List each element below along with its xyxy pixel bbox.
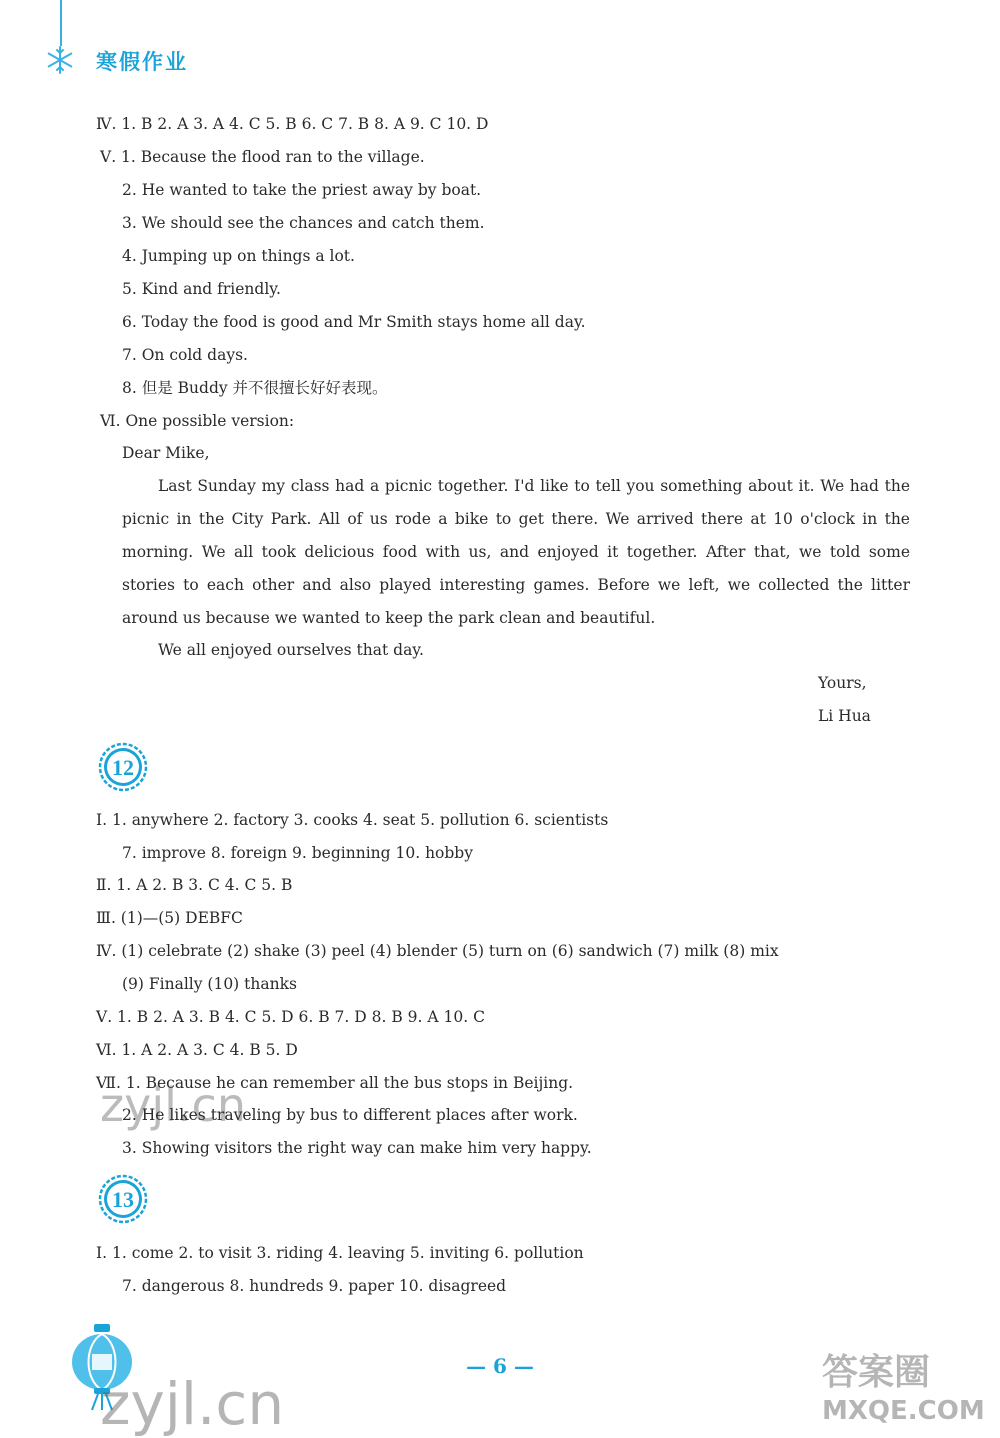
letter-closing-line: We all enjoyed ourselves that day. bbox=[158, 641, 424, 659]
header-rule bbox=[60, 0, 62, 46]
answer-line: 5. Kind and friendly. bbox=[122, 280, 281, 298]
section-12-badge-icon bbox=[98, 742, 148, 792]
answer-line: 4. Jumping up on things a lot. bbox=[122, 247, 355, 265]
watermark-bottom: zyjl.cn bbox=[100, 1370, 285, 1438]
watermark-brand-url: MXQE.COM bbox=[822, 1396, 985, 1426]
answer-line: 7. On cold days. bbox=[122, 346, 248, 364]
answer-line: Ⅱ. 1. A 2. B 3. C 4. C 5. B bbox=[96, 876, 293, 894]
answer-line: 2. He likes traveling by bus to different places after work. bbox=[122, 1106, 578, 1124]
answer-line-q6: Ⅵ. One possible version: bbox=[100, 412, 295, 430]
answer-line: Ⅴ. 1. Because the flood ran to the village. bbox=[100, 148, 425, 166]
answer-line: Ⅴ. 1. B 2. A 3. B 4. C 5. D 6. B 7. D 8. B 9. A 10. C bbox=[96, 1008, 485, 1026]
answer-line: Ⅰ. 1. come 2. to visit 3. riding 4. leaving 5. inviting 6. pollution bbox=[96, 1244, 584, 1262]
answer-line: 7. dangerous 8. hundreds 9. paper 10. disagreed bbox=[122, 1277, 507, 1295]
answer-line-q4: Ⅳ. 1. B 2. A 3. A 4. C 5. B 6. C 7. B 8. A 9. C 10. D bbox=[96, 115, 489, 133]
answer-line: 3. We should see the chances and catch them. bbox=[122, 214, 485, 232]
snowflake-icon bbox=[44, 44, 76, 76]
answer-line: 6. Today the food is good and Mr Smith stays home all day. bbox=[122, 313, 586, 331]
answer-line: 8. 但是 Buddy 并不很擅长好好表现。 bbox=[122, 379, 388, 397]
letter-salutation: Dear Mike, bbox=[122, 444, 210, 462]
watermark-mid: zyjl.cn bbox=[100, 1078, 246, 1132]
answer-line: 7. improve 8. foreign 9. beginning 10. hobby bbox=[122, 844, 473, 862]
answer-line: Ⅵ. 1. A 2. A 3. C 4. B 5. D bbox=[96, 1041, 298, 1059]
answer-line: 2. He wanted to take the priest away by boat. bbox=[122, 181, 482, 199]
answer-line: Ⅳ. (1) celebrate (2) shake (3) peel (4) blender (5) turn on (6) sandwich (7) milk (8) mix bbox=[96, 942, 779, 960]
answer-line: Ⅲ. (1)—(5) DEBFC bbox=[96, 909, 243, 927]
letter-yours: Yours, bbox=[818, 674, 867, 692]
page-number: — 6 — bbox=[466, 1354, 534, 1378]
answer-line: Ⅰ. 1. anywhere 2. factory 3. cooks 4. seat 5. pollution 6. scientists bbox=[96, 811, 609, 829]
header-title: 寒假作业 bbox=[96, 50, 188, 74]
section-13-badge-icon bbox=[98, 1174, 148, 1224]
letter-signature: Li Hua bbox=[818, 707, 871, 725]
section-12-number: 12 bbox=[112, 755, 134, 780]
answer-line: Ⅶ. 1. Because he can remember all the bus stops in Beijing. bbox=[96, 1074, 574, 1092]
watermark-brand-cn: 答案圈 bbox=[822, 1352, 931, 1393]
answer-line: 3. Showing visitors the right way can make him very happy. bbox=[122, 1139, 592, 1157]
letter-body: Last Sunday my class had a picnic together. I'd like to tell you something about it. We had the picnic in the City Park. All of us rode a bike to get there. We arrived there at 10 o'clock in the morning. We all took delicious food with us, and enjoyed it together. After that, we told some stories to each other and also played interesting games. Before we left, we collected the litter around us because we wanted to keep the park clean and beautiful. bbox=[122, 477, 910, 627]
section-13-number: 13 bbox=[112, 1187, 134, 1212]
answer-line: (9) Finally (10) thanks bbox=[122, 975, 297, 993]
